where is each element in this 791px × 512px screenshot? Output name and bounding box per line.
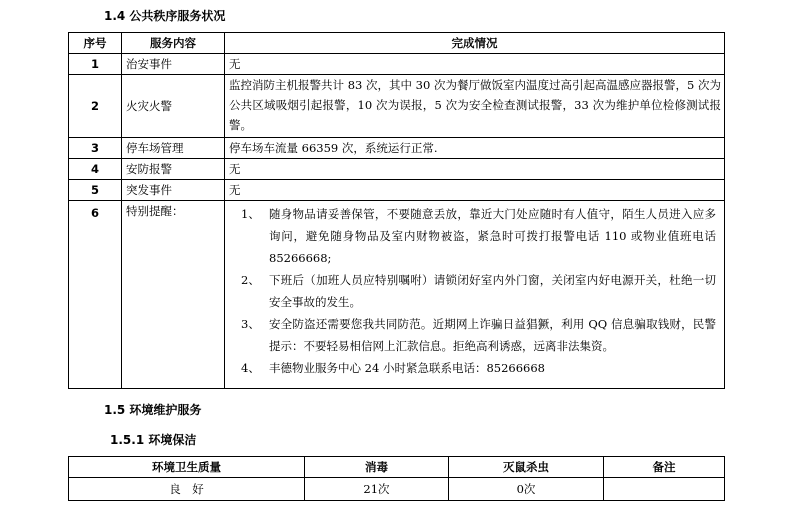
table-header-row <box>69 457 725 478</box>
note-number: 1、 <box>241 207 260 221</box>
section-1-5-1-heading: 1.5.1 环境保洁 <box>110 433 197 447</box>
list-item <box>241 357 716 379</box>
list-item <box>241 203 716 269</box>
col-header-hygiene: 环境卫生质量 <box>69 457 305 478</box>
row-detail: 无 <box>225 180 725 201</box>
table-row <box>69 478 725 501</box>
note-text: 下班后（加班人员应特别嘱咐）请锁闭好室内外门窗，关闭室内好电源开关，杜绝一切安全事故的发生。 <box>269 273 716 309</box>
row-detail: 无 <box>225 54 725 75</box>
row-detail: 停车场车流量 66359 次，系统运行正常. <box>225 138 725 159</box>
row-index: 4 <box>69 159 122 180</box>
row-item: 突发事件 <box>122 180 225 201</box>
row-item: 治安事件 <box>122 54 225 75</box>
col-header-remarks: 备注 <box>604 457 725 478</box>
section-1-4-heading: 1.4 公共秩序服务状况 <box>104 9 226 23</box>
row-index: 5 <box>69 180 122 201</box>
row-index: 2 <box>69 75 122 138</box>
list-item <box>241 269 716 313</box>
hygiene-quality: 良 好 <box>69 478 305 501</box>
public-order-table <box>68 32 725 389</box>
table-row <box>69 75 725 138</box>
row-item: 特别提醒： <box>122 201 225 389</box>
row-detail: 无 <box>225 159 725 180</box>
table-row <box>69 180 725 201</box>
note-number: 2、 <box>241 273 260 287</box>
row-detail: 监控消防主机报警共计 83 次，其中 30 次为餐厅做饭室内温度过高引起高温感应器报警，5 次为公共区域吸烟引起报警，10 次为误报，5 次为安全检查测试报警，33 次为维护单位检修测试报警。 <box>225 75 725 138</box>
row-index: 3 <box>69 138 122 159</box>
note-number: 4、 <box>241 361 260 375</box>
table-header-row <box>69 33 725 54</box>
col-header-service: 服务内容 <box>122 33 225 54</box>
disinfection-count: 21次 <box>305 478 449 501</box>
table-row <box>69 54 725 75</box>
row-item: 安防报警 <box>122 159 225 180</box>
section-1-5-heading: 1.5 环境维护服务 <box>104 403 202 417</box>
reminder-list <box>225 201 724 379</box>
table-row <box>69 138 725 159</box>
row-index: 1 <box>69 54 122 75</box>
table-row <box>69 159 725 180</box>
row-index: 6 <box>69 201 122 389</box>
note-number: 3、 <box>241 317 260 331</box>
list-item <box>241 313 716 357</box>
row-item: 停车场管理 <box>122 138 225 159</box>
remarks-cell <box>604 478 725 501</box>
environment-cleaning-table <box>68 456 725 501</box>
col-header-disinfection: 消毒 <box>305 457 449 478</box>
note-text: 随身物品请妥善保管，不要随意丢放，靠近大门处应随时有人值守，陌生人员进入应多询问，避免随身物品及室内财物被盗，紧急时可拨打报警电话 110 或物业值班电话 85266668; <box>269 207 716 265</box>
col-header-pest-control: 灭鼠杀虫 <box>449 457 604 478</box>
special-reminders-cell <box>225 201 725 389</box>
row-item: 火灾火警 <box>122 75 225 138</box>
col-header-index: 序号 <box>69 33 122 54</box>
table-row <box>69 201 725 389</box>
note-text: 丰德物业服务中心 24 小时紧急联系电话：85266668 <box>269 361 545 375</box>
pest-control-count: 0次 <box>449 478 604 501</box>
note-text: 安全防盗还需要您我共同防范。近期网上诈骗日益猖獗，利用 QQ 信息骗取钱财，民警提示：不要轻易相信网上汇款信息。拒绝高利诱惑，远离非法集资。 <box>269 317 716 353</box>
col-header-status: 完成情况 <box>225 33 725 54</box>
